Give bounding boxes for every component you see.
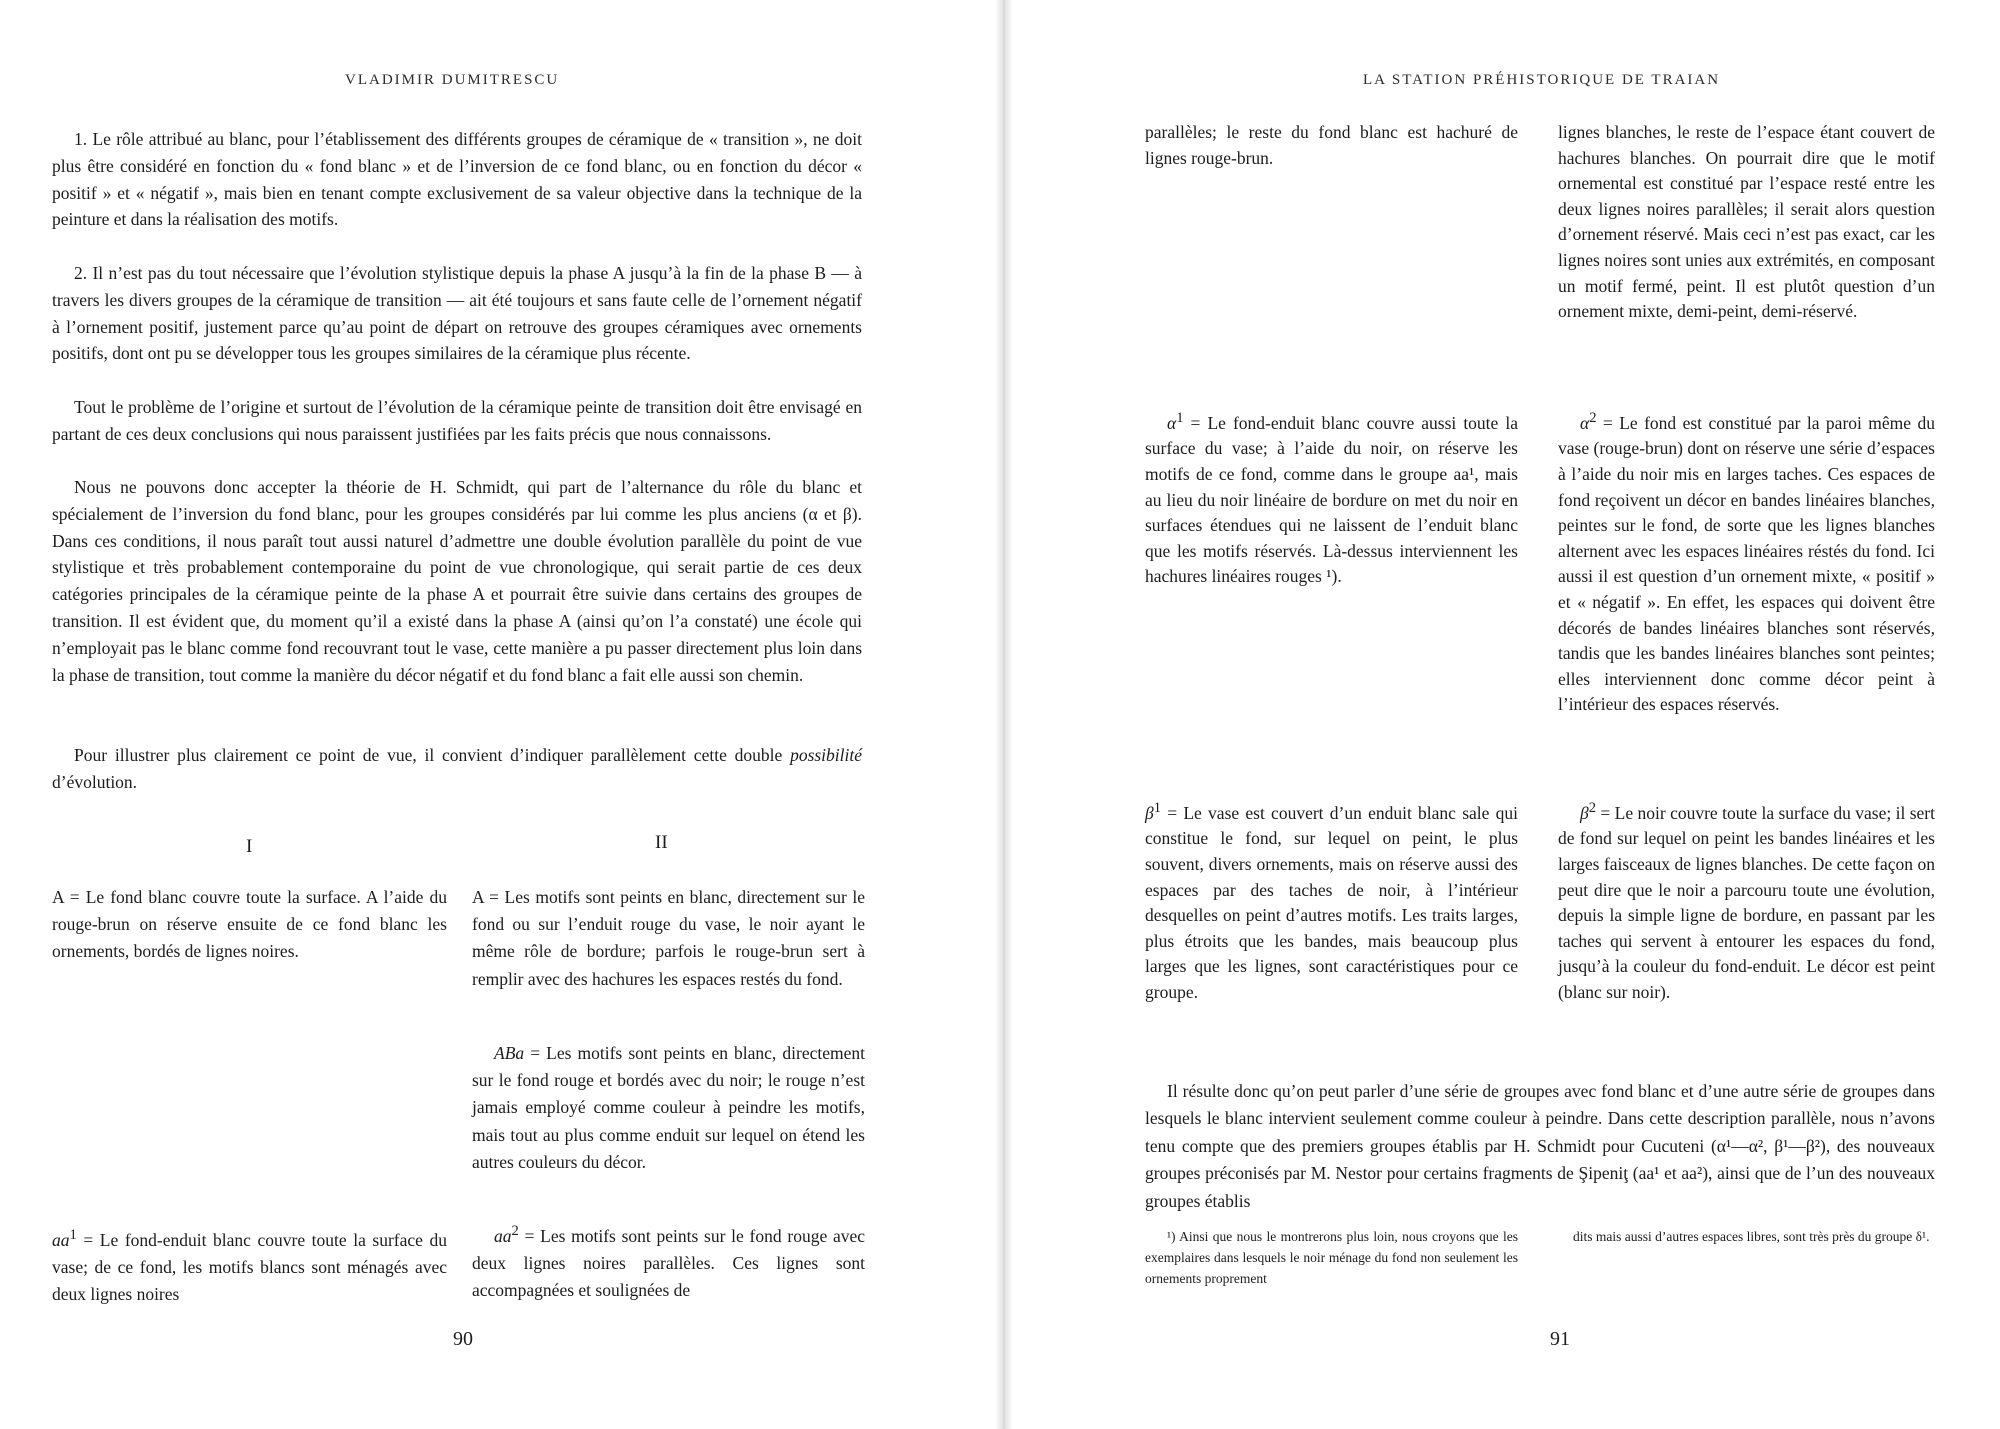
group-alpha1-label: α bbox=[1167, 412, 1177, 433]
group-alpha1: $\alpha^1 = Le$ fond-enduit blanc couvre aussi toute la surface du vase; à l’aide du noir, on réserve les motifs de ce fond, comme dans le groupe aa¹, mais au lieu du noir linéaire de bordure on met du noir en surfaces étendues qui ne laissent de l’enduit blanc que les motifs réservés. Là-dessus interviennent les hachures linéaires rouges ¹). bbox=[1145, 410, 1518, 587]
group-alpha2-text: = Le fond est constitué par la paroi même du vase (rouge-brun) dont on réserve une série d’espaces à l’aide du noir mis en larges taches. Ces espaces de fond reçoivent un décor en bandes linéaires blanches, peintes sur le fond, de sorte que les lignes blanches alternent avec les espaces linéaires réstés du fond. Ici aussi il est question d’un ornement mixte, « positif » et « négatif ». En effet, les espaces qui doivent être décorés de bandes linéaires blanches sont réservés, tandis que les bandes linéaires blanches sont peintes; elles interviennent donc comme décor peint à l’intérieur des espaces réservés. bbox=[1558, 412, 1935, 715]
right-page bbox=[1013, 0, 2000, 1429]
column-heading-II: II bbox=[655, 832, 668, 853]
continued-left-column: parallèles; le reste du fond blanc est hachuré de lignes rouge-brun. bbox=[1145, 122, 1518, 168]
group-aa2-text: = Les motifs sont peints sur le fond rouge avec deux lignes noires parallèles. Ces lignes sont accompagnées et soulignées de bbox=[472, 1225, 865, 1301]
group-A-col2: A = Les motifs sont peints en blanc, directement sur le fond ou sur l’enduit rouge du vase, le noir ayant le même rôle de bordure; parfois le rouge-brun sert à remplir avec des hachures les espaces restés du fond. bbox=[472, 887, 865, 989]
footnote-right: dits mais aussi d’autres espaces libres, sont très près du groupe δ¹. bbox=[1573, 1229, 1930, 1244]
group-aa1-label: aa bbox=[52, 1229, 70, 1250]
group-ABa bbox=[472, 1040, 865, 1176]
continued-right-column: lignes blanches, le reste de l’espace étant couvert de hachures blanches. On pourrait dire que le motif ornemental est constitué par l’espace resté entre les deux lignes noires parallèles; il serait alors question d’ornement réservé. Mais ceci n’est pas exact, car les lignes noires sont unies aux extrémités, en composant un motif fermé, peint. Il est plutôt question d’un ornement mixte, demi-peint, demi-réservé. bbox=[1558, 122, 1935, 322]
group-ABa-label: ABa bbox=[494, 1043, 525, 1063]
group-ABa-text: = Les motifs sont peints en blanc, directement sur le fond rouge et bordés avec du noir; le rouge n’est jamais employé comme couleur à peindre les motifs, mais tout au plus comme enduit sur lequel on étend les autres couleurs du décor. bbox=[472, 1043, 865, 1172]
group-beta2-label: β bbox=[1580, 802, 1589, 823]
column-heading-I: I bbox=[246, 836, 253, 857]
group-alpha2-label: α bbox=[1580, 412, 1590, 433]
group-aa2-label: aa bbox=[494, 1225, 512, 1246]
page-number-right: 91 bbox=[1550, 1328, 1570, 1350]
group-beta2-text: = Le noir couvre toute la surface du vase; il sert de fond sur lequel on peint les bandes linéaires et les larges faisceaux de lignes blanches. De cette façon on peut dire que le noir a parcouru toute une évolution, depuis la simple ligne de bordure, en passant par les taches qui servent à entourer les espaces du fond, jusqu’à la couleur du fond-enduit. Le décor est peint (blanc sur noir). bbox=[1558, 802, 1935, 1002]
group-beta1: $\beta^1 = Le$ vase est couvert d’un enduit blanc sale qui constitue le fond, sur lequel on peint, le plus souvent, divers ornements, mais on réserve aussi des espaces par des taches de noir, à l’intérieur desquelles on peint d’autres motifs. Les traits larges, plus étroits que les bandes, mais beaucoup plus larges que les lignes, sont caractéristiques pour ce groupe. bbox=[1145, 800, 1518, 1002]
group-beta1-label: β bbox=[1145, 802, 1154, 823]
group-alpha2: $\alpha^2 = Le$ fond est constitué par la paroi même du vase (rouge-brun) dont on réserve une série d’espaces à l’aide du noir mis en larges taches. Ces espaces de fond reçoivent un décor en bandes linéaires blanches, peintes sur le fond, de sorte que les lignes blanches alternent avec les espaces linéaires réstés du fond. Ici aussi il est question d’un ornement mixte, « positif » et « négatif ». En effet, les espaces qui doivent être décorés de bandes linéaires blanches sont réservés, tandis que les bandes linéaires blanches sont peintes; elles interviennent donc comme décor peint à l’intérieur des espaces réservés. bbox=[1558, 410, 1935, 715]
group-A-col1: A = Le fond blanc couvre toute la surface. A l’aide du rouge-brun on réserve ensuite de ce fond blanc les ornements, bordés de lignes noires. bbox=[52, 887, 447, 962]
paragraph-5-text: Pour illustrer plus clairement ce point de vue, il convient d’indiquer parallèlement cette double bbox=[74, 745, 783, 765]
footnote-left: ¹) Ainsi que nous le montrerons plus loin, nous croyons que les exemplaires dans lesquels le noir ménage du fond non seulement les ornements proprement bbox=[1145, 1229, 1518, 1286]
group-alpha1-text: = Le fond-enduit blanc couvre aussi toute la surface du vase; à l’aide du noir, on réserve les motifs de ce fond, comme dans le groupe aa¹, mais au lieu du noir linéaire de bordure on met du noir en surfaces étendues qui ne laissent de l’enduit blanc que les motifs réservés. Là-dessus interviennent les hachures linéaires rouges ¹). bbox=[1145, 412, 1518, 587]
group-beta2: $\beta^2 = Le$ noir couvre toute la surface du vase; il sert de fond sur lequel on peint les bandes linéaires et les larges faisceaux de lignes blanches. De cette façon on peut dire que le noir a parcouru toute une évolution, depuis la simple ligne de bordure, en passant par les taches qui servent à entourer les espaces du fond, jusqu’à la couleur du fond-enduit. Le décor est peint (blanc sur noir). bbox=[1558, 800, 1935, 1002]
page-number-left: 90 bbox=[453, 1328, 473, 1350]
paragraph-1: 1. Le rôle attribué au blanc, pour l’établissement des différents groupes de céramique de « transition », ne doit plus être considéré en fonction du « fond blanc » et de l’inversion de ce fond blanc, ou en fonction du décor « positif » et « négatif », mais bien en tenant compte exclusivement de sa valeur objective dans la technique de la peinture et dans la réalisation des motifs. bbox=[52, 129, 862, 230]
running-head-left: VLADIMIR DUMITRESCU bbox=[345, 72, 560, 88]
paragraph-5 bbox=[52, 742, 862, 796]
paragraph-4: Nous ne pouvons donc accepter la théorie de H. Schmidt, qui part de l’alternance du rôle du blanc et spécialement de l’inversion du fond blanc, pour les groupes considérés par lui comme les plus anciens (α et β). Dans ces conditions, il nous paraît tout aussi naturel d’admettre une double évolution parallèle du point de vue stylistique et très probablement contemporaine du point de vue chronologique, qui serait partie de ces deux catégories principales de la céramique peinte de la phase A et pourrait être suivie dans certains des groupes de transition. Il est évident que, du moment qu’il a existé dans la phase A (ainsi qu’on l’a constaté) une école qui n’employait pas le blanc comme fond recouvrant tout le vase, cette manière a pu passer directement plus loin dans la phase de transition, tout comme la manière du décor négatif et du fond blanc a fait elle aussi son chemin. bbox=[52, 477, 862, 685]
left-page bbox=[0, 0, 995, 1429]
paragraph-3: Tout le problème de l’origine et surtout de l’évolution de la céramique peinte de transition doit être envisagé en partant de ces deux conclusions qui nous paraissent justifiées par les faits précis que nous connaissons. bbox=[52, 397, 862, 444]
group-aa1-text: = Le fond-enduit blanc couvre toute la surface du vase; de ce fond, les motifs blancs sont ménagés avec deux lignes noires bbox=[52, 1229, 447, 1305]
paragraph-5-end: d’évolution. bbox=[52, 771, 138, 792]
group-beta1-text: = Le vase est couvert d’un enduit blanc sale qui constitue le fond, sur lequel on peint, le plus souvent, divers ornements, mais on réserve aussi des espaces par des taches de noir, à l’intérieur desquelles on peint d’autres motifs. Les traits larges, plus étroits que les bandes, mais beaucoup plus larges que les lignes, sont caractéristiques pour ce groupe. bbox=[1145, 802, 1518, 1002]
book-gutter bbox=[995, 0, 1013, 1429]
group-aa1: $aa^1 = Le$ fond-enduit blanc couvre toute la surface du vase; de ce fond, les motifs blancs sont ménagés avec deux lignes noires bbox=[52, 1227, 447, 1305]
running-head-right: LA STATION PRÉHISTORIQUE DE TRAIAN bbox=[1363, 72, 1721, 88]
paragraph-2: 2. Il n’est pas du tout nécessaire que l’évolution stylistique depuis la phase A jusqu’à la fin de la phase B — à travers les divers groupes de la céramique de transition — ait été toujours et sans faute celle de l’ornement négatif à l’ornement positif, justement parce qu’au point de départ on retrouve des groupes céramiques avec ornements positifs, dont ont pu se développer tous les groupes similaires de la céramique plus récente. bbox=[52, 263, 862, 364]
group-aa2: $aa^2$ = Les motifs sont peints sur le fond rouge avec deux lignes noires parallèles. Ces lignes sont accompagnées et soulignées de bbox=[472, 1223, 865, 1301]
emphasis-possibilite: possibilité bbox=[790, 745, 863, 765]
conclusion-paragraph: Il résulte donc qu’on peut parler d’une série de groupes avec fond blanc et d’une autre série de groupes dans lesquels le blanc intervient seulement comme couleur à peindre. Dans cette description parallèle, nous n’avons tenu compte que des premiers groupes établis par H. Schmidt pour Cucuteni (α¹—α², β¹—β²), des nouveaux groupes préconisés par M. Nestor pour certains fragments de Şipeniţ (aa¹ et aa²), ainsi que de l’un des nouveaux groupes établis bbox=[1145, 1081, 1935, 1211]
